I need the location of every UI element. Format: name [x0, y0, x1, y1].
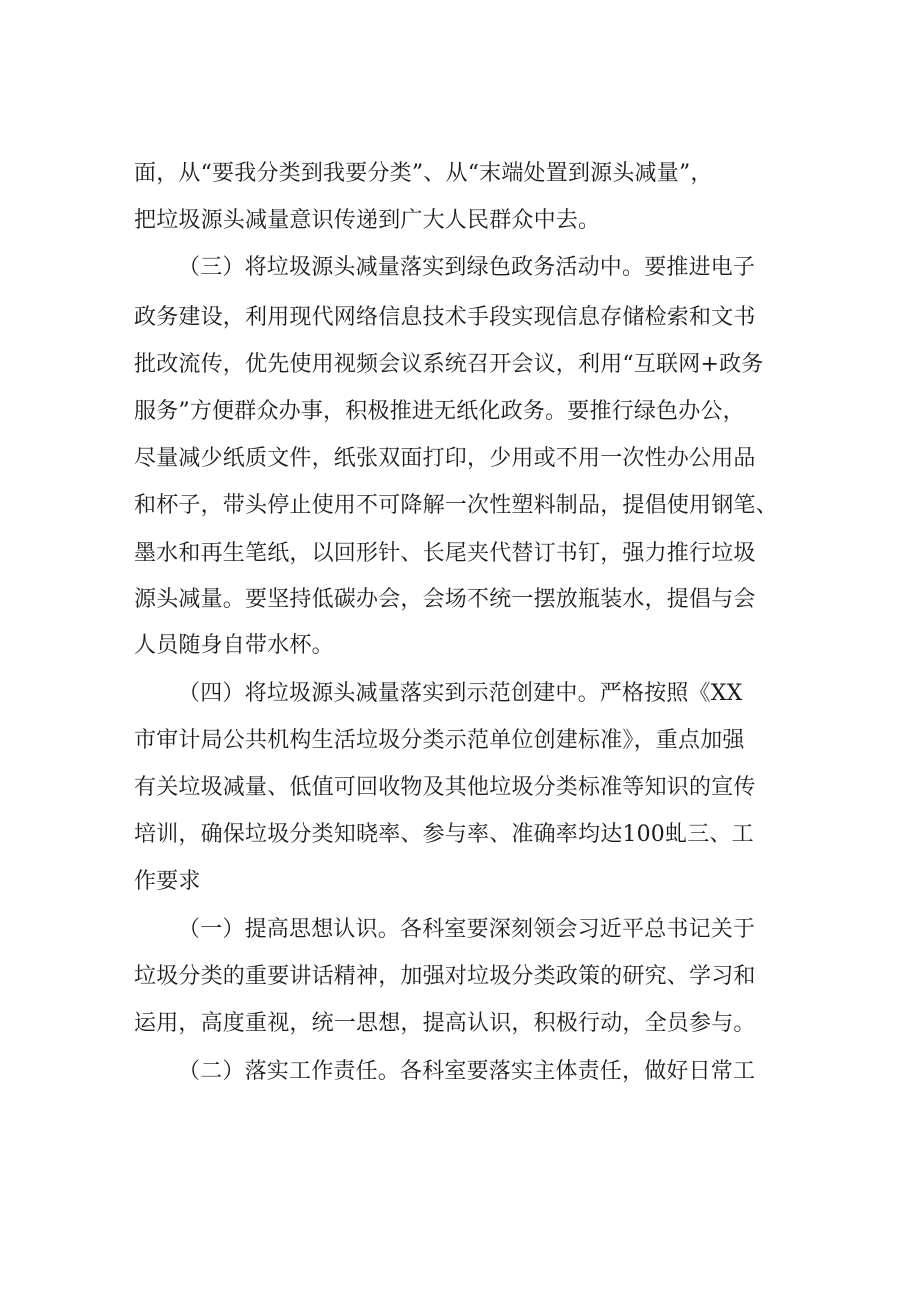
text-line: 作要求	[134, 869, 201, 894]
text-line: 垃圾分类的重要讲话精神，加强对垃圾分类政策的研究、学习和	[134, 964, 756, 989]
text-line: 服务”方便群众办事，积极推进无纸化政务。要推行绿色办公，	[134, 399, 745, 424]
text-line: 有关垃圾减量、低值可回收物及其他垃圾分类标准等知识的宣传	[134, 775, 756, 800]
text-line: 把垃圾源头减量意识传递到广大人民群众中去。	[134, 208, 601, 233]
text-line: 和杯子，带头停止使用不可降解一次性塑料制品，提倡使用钢笔、	[134, 493, 778, 518]
text-line: 墨水和再生笔纸，以回形针、长尾夹代替订书钉，强力推行垃圾	[134, 541, 756, 566]
text-line: 人员随身自带水杯。	[134, 633, 334, 658]
text-line: 源头减量。要坚持低碳办会，会场不统一摆放瓶装水，提倡与会	[134, 587, 756, 612]
text-line: 面，从“要我分类到我要分类”、从“末端处置到源头减量”，	[134, 161, 713, 186]
text-line: （三）将垃圾源头减量落实到绿色政务活动中。要推进电子	[178, 255, 756, 280]
text-line: （一）提高思想认识。各科室要深刻领会习近平总书记关于	[178, 917, 756, 942]
text-line: 尽量减少纸质文件，纸张双面打印，少用或不用一次性办公用品	[134, 446, 756, 471]
text-line: 培训，确保垃圾分类知晓率、参与率、准确率均达100虬三、工	[134, 822, 754, 847]
text-line: 政务建设，利用现代网络信息技术手段实现信息存储检索和文书	[134, 305, 756, 330]
text-line: 市审计局公共机构生活垃圾分类示范单位创建标准》，重点加强	[134, 728, 745, 753]
text-line: （二）落实工作责任。各科室要落实主体责任，做好日常工	[178, 1059, 756, 1084]
text-line: 批改流传，优先使用视频会议系统召开会议，利用“互联网+政务	[134, 352, 764, 377]
text-line: 运用，高度重视，统一思想，提高认识，积极行动，全员参与。	[134, 1011, 756, 1036]
text-line: （四）将垃圾源头减量落实到示范创建中。严格按照《XX	[178, 681, 743, 706]
